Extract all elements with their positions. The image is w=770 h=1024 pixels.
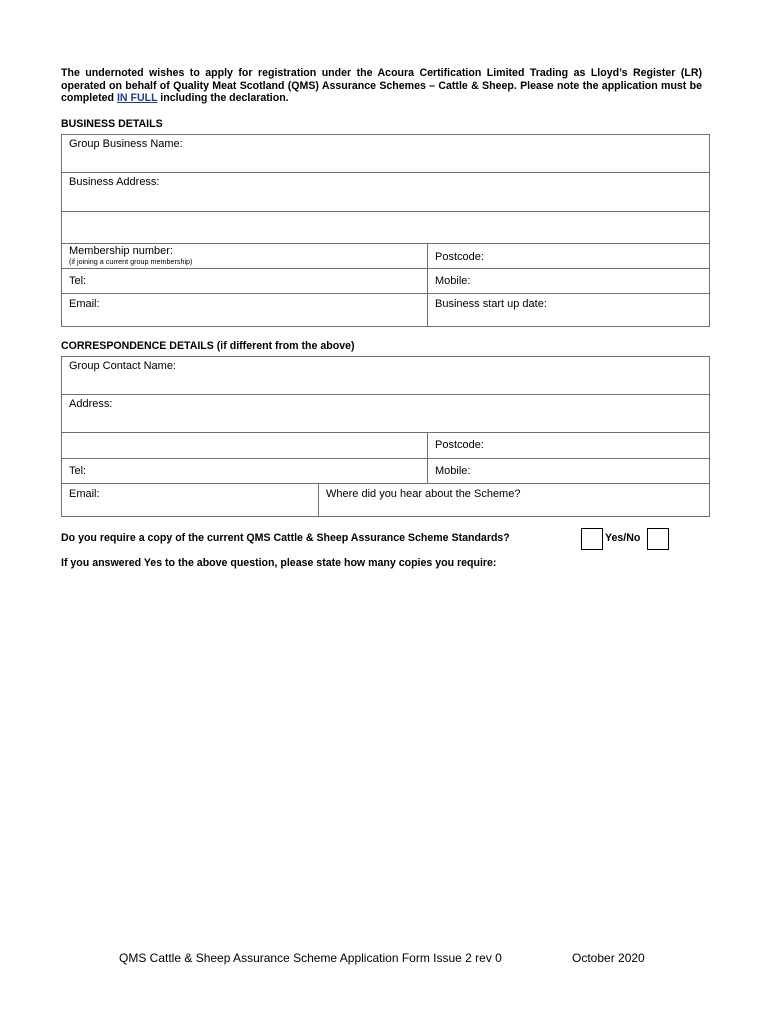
correspondence-tel-label: Tel: bbox=[69, 465, 87, 477]
correspondence-postcode-label: Postcode: bbox=[435, 439, 484, 451]
business-tel-field[interactable] bbox=[61, 268, 428, 294]
correspondence-mobile-label: Mobile: bbox=[435, 465, 471, 477]
correspondence-postcode-field[interactable] bbox=[427, 432, 710, 459]
business-email-label: Email: bbox=[69, 298, 100, 310]
group-business-name-label: Group Business Name: bbox=[69, 138, 183, 150]
correspondence-mobile-field[interactable] bbox=[427, 458, 710, 484]
business-address-line-2-field[interactable] bbox=[61, 211, 710, 244]
business-address-field[interactable] bbox=[61, 172, 710, 212]
footer-date: October 2020 bbox=[572, 951, 645, 965]
group-business-name-field[interactable] bbox=[61, 134, 710, 173]
membership-number-label: Membership number: bbox=[69, 245, 173, 257]
business-tel-label: Tel: bbox=[69, 275, 87, 287]
membership-number-field[interactable] bbox=[61, 243, 428, 269]
correspondence-email-field[interactable] bbox=[61, 483, 319, 517]
business-postcode-field[interactable] bbox=[427, 243, 710, 269]
copies-count-question: If you answered Yes to the above question, please state how many copies you require: bbox=[61, 557, 497, 569]
correspondence-address-field[interactable] bbox=[61, 394, 710, 433]
business-start-date-field[interactable] bbox=[427, 293, 710, 327]
yes-checkbox[interactable] bbox=[581, 528, 603, 550]
copy-standards-question: Do you require a copy of the current QMS Cattle & Sheep Assurance Scheme Standards? bbox=[61, 532, 510, 544]
business-details-heading: BUSINESS DETAILS bbox=[61, 118, 163, 130]
intro-text-end: including the declaration. bbox=[157, 92, 289, 105]
correspondence-details-heading: CORRESPONDENCE DETAILS (if different from the above) bbox=[61, 340, 355, 352]
hear-about-scheme-field[interactable] bbox=[318, 483, 710, 517]
in-full-emphasis: IN FULL bbox=[116, 92, 158, 105]
business-address-label: Business Address: bbox=[69, 176, 160, 188]
intro-paragraph bbox=[61, 67, 702, 105]
group-contact-name-field[interactable] bbox=[61, 356, 710, 395]
footer-form-title: QMS Cattle & Sheep Assurance Scheme Application Form Issue 2 rev 0 bbox=[119, 951, 502, 965]
correspondence-email-label: Email: bbox=[69, 488, 100, 500]
yes-no-label: Yes/No bbox=[605, 532, 641, 544]
hear-about-scheme-label: Where did you hear about the Scheme? bbox=[326, 488, 521, 500]
correspondence-tel-field[interactable] bbox=[61, 458, 428, 484]
business-mobile-label: Mobile: bbox=[435, 275, 471, 287]
correspondence-address-line-2-field[interactable] bbox=[61, 432, 428, 459]
business-start-date-label: Business start up date: bbox=[435, 298, 547, 310]
no-checkbox[interactable] bbox=[647, 528, 669, 550]
group-contact-name-label: Group Contact Name: bbox=[69, 360, 176, 372]
business-email-field[interactable] bbox=[61, 293, 428, 327]
business-mobile-field[interactable] bbox=[427, 268, 710, 294]
intro-text: The undernoted wishes to apply for registration under the Acoura Certification Limited Trading as Lloyd’s Register (LR) operated on behalf of Quality Meat Scotland (QMS) Assurance Schemes – Cattle & Sheep. Please note the application must be completed bbox=[61, 67, 702, 105]
membership-number-note: (if joining a current group membership) bbox=[69, 257, 193, 266]
business-postcode-label: Postcode: bbox=[435, 251, 484, 263]
correspondence-address-label: Address: bbox=[69, 398, 113, 410]
